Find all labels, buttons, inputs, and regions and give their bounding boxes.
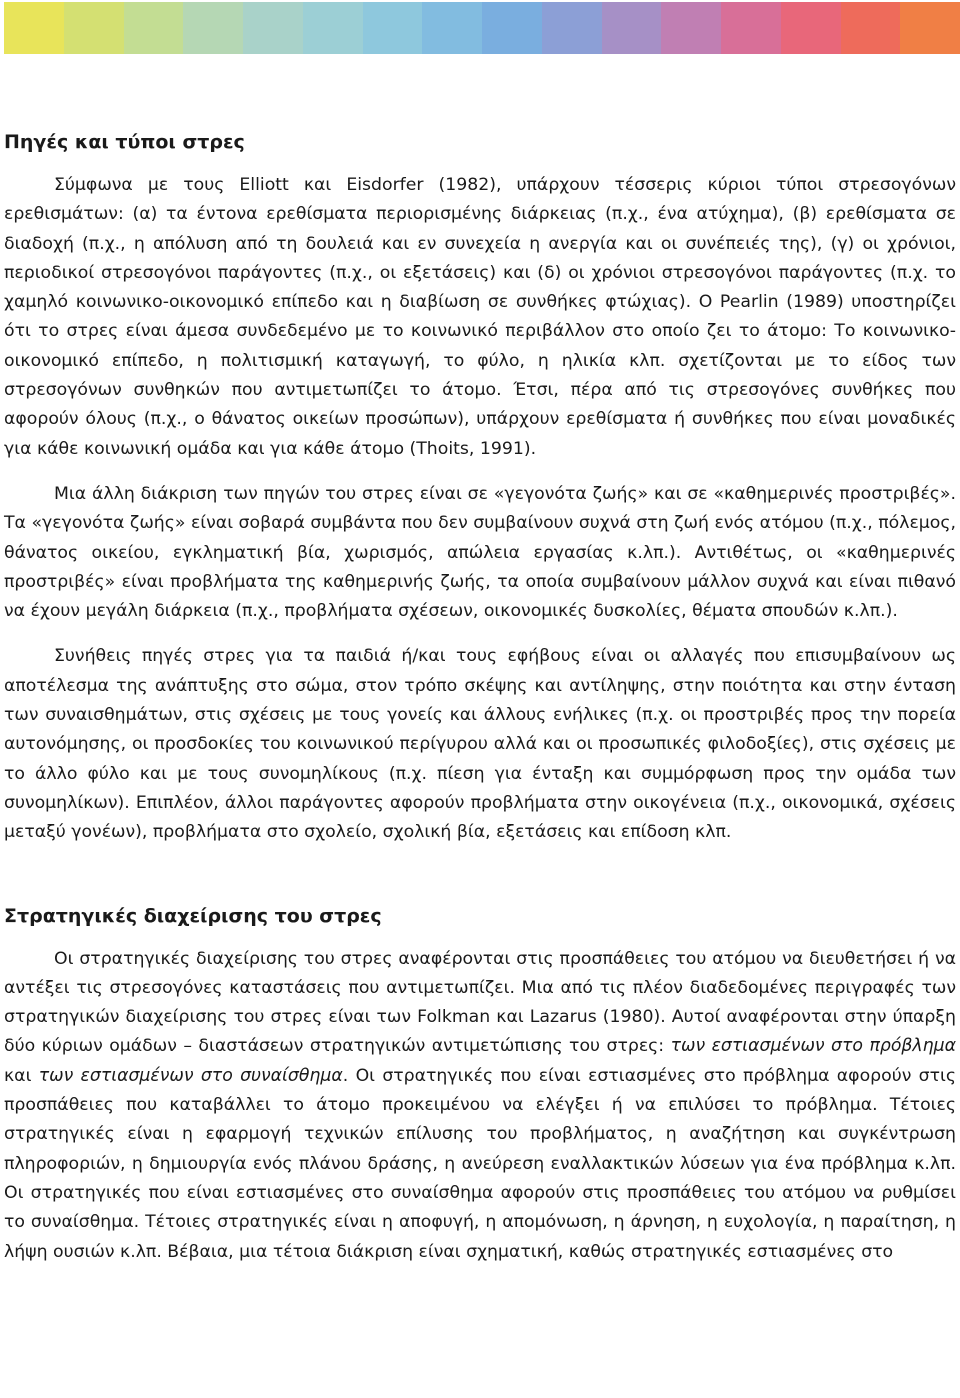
color-strip-segment — [183, 2, 243, 54]
paragraph-text: και — [4, 1065, 39, 1086]
color-strip-segment — [841, 2, 901, 54]
color-strip-segment — [124, 2, 184, 54]
color-strip-segment — [422, 2, 482, 54]
paragraph: Συνήθεις πηγές στρες για τα παιδιά ή/και τους εφήβους είναι οι αλλαγές που επισυμβαίνουν ως αποτέλεσμα της ανάπτυξης στο σώμα, στον τρόπο σκέψης και αντίληψης, στην ποιότητα και στην ένταση των συναισθημάτων, στις σχέσεις με τους γονείς και άλλους ενήλικες (π.χ. οι προστριβές προς την πορεία αυτονόμησης, οι προσδοκίες του κοινωνικού περίγυρου αλλά και οι προσωπικές φιλοδοξίες), στις σχέσεις με το άλλο φύλο και με τους συνομηλίκους (π.χ. πίεση για ένταξη και συμμόρφωση προς την ομάδα των συνομηλίκων). Επιπλέον, άλλοι παράγοντες αφορούν προβλήματα στην οικογένεια (π.χ., οικονομικά, σχέσεις μεταξύ γονέων), προβλήματα στο σχολείο, σχολική βία, εξετάσεις και επίδοση κλπ. — [4, 646, 956, 843]
paragraph — [4, 945, 956, 1267]
color-strip-segment — [602, 2, 662, 54]
color-strip-segment — [781, 2, 841, 54]
section-coping-strategies — [4, 902, 956, 1267]
section-heading: Πηγές και τύποι στρες — [4, 131, 245, 153]
color-strip-segment — [900, 2, 960, 54]
section-heading: Στρατηγικές διαχείρισης του στρες — [4, 904, 382, 927]
section-sources-and-types — [4, 128, 956, 848]
emphasis-text: των εστιασμένων στο πρόβλημα — [670, 1036, 956, 1057]
color-strip-segment — [64, 2, 124, 54]
color-strip-segment — [542, 2, 602, 54]
color-strip-segment — [363, 2, 423, 54]
paragraph: Μια άλλη διάκριση των πηγών του στρες είναι σε «γεγονότα ζωής» και σε «καθημερινές προστριβές». Τα «γεγονότα ζωής» είναι σοβαρά συμβάντα που δεν συμβαίνουν συχνά στη ζωή ενός ατόμου (π.χ., πόλεμος, θάνατος οικείου, εγκληματική βία, χωρισμός, απώλεια εργασίας κ.λπ.). Αντιθέτως, οι «καθημερινές προστριβές» είναι προβλήματα της καθημερινής ζωής, τα οποία συμβαίνουν μάλλον συχνά και είναι πιθανό να έχουν μεγάλη διάρκεια (π.χ., προβλήματα σχέσεων, οικονομικές δυσκολίες, θέματα σπουδών κ.λπ.). — [4, 483, 956, 622]
color-strip-segment — [243, 2, 303, 54]
color-strip-segment — [661, 2, 721, 54]
emphasis-text: των εστιασμένων στο συναίσθημα — [38, 1065, 343, 1086]
color-strip-segment — [303, 2, 363, 54]
document-body — [4, 128, 956, 1267]
color-strip-segment — [482, 2, 542, 54]
header-color-strip — [4, 2, 960, 54]
paragraph: Σύμφωνα με τους Elliott και Eisdorfer (1982), υπάρχουν τέσσερις κύριοι τύποι στρεσογόνων ερεθισμάτων: (α) τα έντονα ερεθίσματα περιορισμένης διάρκειας (π.χ., ένα ατύχημα), (β) ερεθίσματα σε διαδοχή (π.χ., η απόλυση από τη δουλειά και εν συνεχεία η ανεργία και οι συνέπειές της), (γ) οι χρόνιοι, περιοδικοί στρεσογόνοι παράγοντες (π.χ., οι εξετάσεις) και (δ) οι χρόνιοι στρεσογόνοι παράγοντες (π.χ. το χαμηλό κοινωνικο-οικονομικό επίπεδο και η διαβίωση σε συνθήκες φτώχιας). Ο Pearlin (1989) υποστηρίζει ότι το στρες είναι άμεσα συνδεδεμένο με το κοινωνικό περιβάλλον στο οποίο ζει το άτομο: Το κοινωνικο-οικονομικό επίπεδο, η πολιτισμική καταγωγή, το φύλο, η ηλικία κλπ. σχετίζονται με το είδος των στρεσογόνων συνθηκών που αντιμετωπίζει το άτομο. Έτσι, πέρα από τις στρεσογόνες συνθήκες που αφορούν όλους (π.χ., ο θάνατος οικείων προσώπων), υπάρχουν ερεθίσματα ή συνθήκες που είναι μοναδικές για κάθε κοινωνική ομάδα και για κάθε άτομο (Thoits, 1991). — [4, 175, 956, 459]
paragraph-text: . Οι στρατηγικές που είναι εστιασμένες στο πρόβλημα αφορούν στις προσπάθειες που καταβάλλει το άτομο προκειμένου να ελέγξει ή να επιλύσει το πρόβλημα. Τέτοιες στρατηγικές είναι η εφαρμογή τεχνικών επίλυσης του προβλήματος, η αναζήτηση και συγκέντρωση πληροφοριών, η δημιουργία ενός πλάνου δράσης, η ανεύρεση εναλλακτικών λύσεων για ένα πρόβλημα κ.λπ. Οι στρατηγικές που είναι εστιασμένες στο συναίσθημα αφορούν στις προσπάθειες του ατόμου να ρυθμίσει το συναίσθημα. Τέτοιες στρατηγικές είναι η αποφυγή, η απομόνωση, η άρνηση, η ευχολογία, η παραίτηση, η λήψη ουσιών κ.λπ. Βέβαια, μια τέτοια διάκριση είναι σχηματική, καθώς στρατηγικές εστιασμένες στο — [4, 1065, 956, 1262]
color-strip-segment — [721, 2, 781, 54]
paragraph-text: Οι στρατηγικές διαχείρισης του στρες αναφέρονται στις προσπάθειες του ατόμου να διευθετήσει ή να αντέξει τις στρεσογόνες καταστάσεις που αντιμετωπίζει. Μια από τις πλέον διαδεδομένες περιγραφές των στρατηγικών διαχείρισης του στρες είναι των Folkman και Lazarus (1980). Αυτοί αναφέρονται στην ύπαρξη δύο κύριων ομάδων – διαστάσεων στρατηγικών αντιμετώπισης του στρες: — [4, 948, 956, 1057]
color-strip-segment — [4, 2, 64, 54]
